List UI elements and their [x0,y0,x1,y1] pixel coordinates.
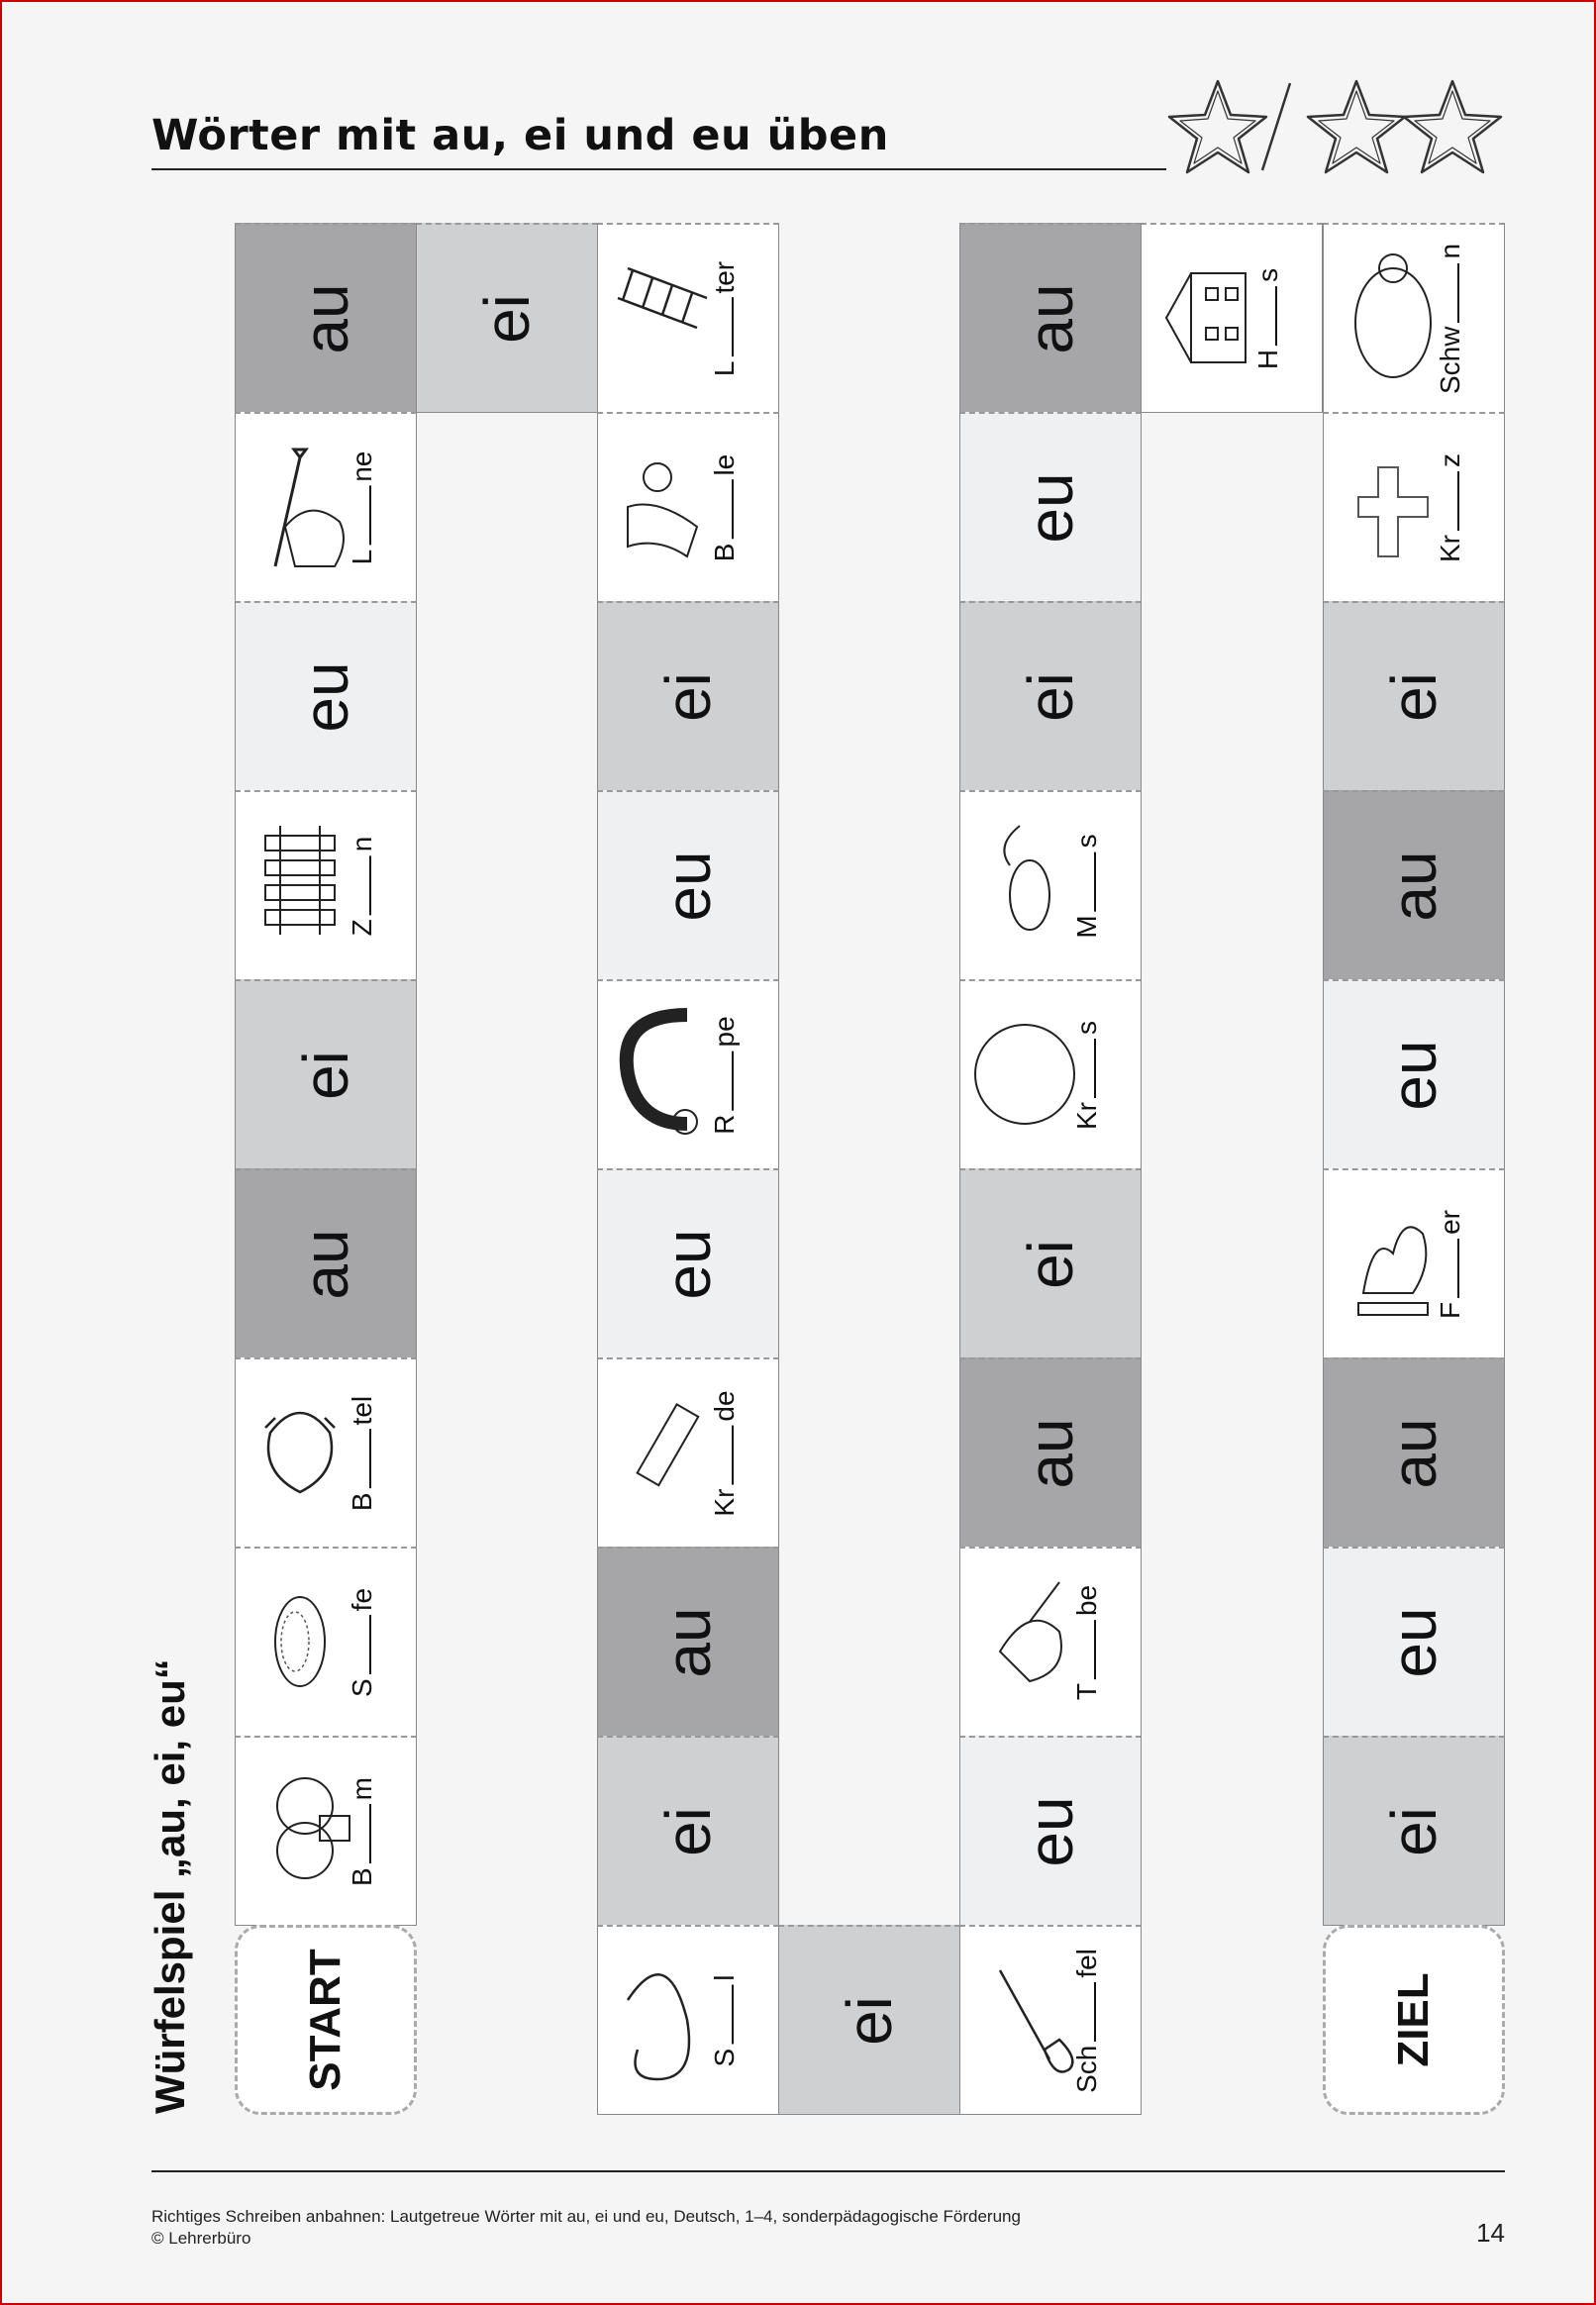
vowel-label: eu [1378,1039,1449,1111]
vowel-label: au [290,1228,361,1300]
word-prefix: Kr [1071,1101,1102,1130]
word-suffix: l [709,1974,740,1981]
word-suffix: tel [347,1395,377,1425]
board-field [959,601,1142,791]
board-field [959,1547,1142,1737]
word-prefix: Schw [1435,326,1465,394]
board-field [959,790,1142,980]
board-field [597,1736,779,1926]
word-gap-text [1252,267,1284,368]
word-gap-text [1435,453,1466,562]
vowel-label: ei [290,1050,361,1100]
board-field [235,1736,417,1926]
game-title: Würfelspiel „au, ei, eu“ [147,1658,193,2114]
word-suffix: er [1435,1209,1465,1235]
word-prefix: B [347,1491,377,1511]
footer-divider [151,2170,1505,2172]
star-icon [1169,81,1266,172]
letter-blank [1093,852,1096,911]
vowel-label: eu [1015,471,1086,544]
word-gap-text [1071,1021,1103,1130]
board-field [597,979,779,1169]
board-field [1323,1547,1505,1737]
word-prefix: B [709,543,740,561]
board-field [597,1925,779,2115]
word-gap-text [347,1587,378,1696]
word-suffix: fel [1071,1948,1102,1978]
board-field [1323,790,1505,980]
footer-source: Richtiges Schreiben anbahnen: Lautgetreue Wörter mit au, ei und eu, Deutsch, 1–4, sonderpädagogische Förderung [151,2207,1021,2226]
board-field [597,1547,779,1737]
board-field [1323,979,1505,1169]
vowel-label: ei [1015,671,1086,722]
vowel-label: eu [1378,1606,1449,1678]
word-gap-text [709,260,741,375]
vowel-label: ei [1378,1806,1449,1856]
word-suffix: fe [347,1587,377,1611]
vowel-label: eu [290,660,361,733]
cross-icon [1334,428,1443,586]
goal-field-label: ZIEL [1389,1972,1438,2067]
word-prefix: Sch [1071,2045,1102,2093]
slash-divider [1262,83,1290,170]
word-gap-text [347,836,378,936]
word-gap-text [1071,1584,1103,1699]
word-prefix: T [1071,1682,1102,1700]
letter-blank [1456,1238,1459,1297]
page-number: 14 [1476,2218,1505,2248]
word-suffix: ter [709,260,740,294]
board-field [235,1357,417,1548]
board-field [778,1925,960,2115]
board-field [1323,1736,1505,1926]
board-field [1323,1168,1505,1358]
word-prefix: R [709,1113,740,1135]
word-suffix: pe [709,1015,740,1047]
board-field [1141,223,1323,413]
word-suffix: n [1435,243,1465,259]
star-icon [1308,81,1405,172]
vowel-label: au [652,1606,724,1678]
ladder-icon [608,239,717,397]
word-prefix: Z [347,918,377,936]
word-prefix: M [1071,914,1102,939]
word-suffix: be [1071,1584,1102,1616]
letter-blank [368,1804,371,1863]
letter-blank [731,479,734,539]
word-prefix: H [1252,349,1283,369]
word-prefix: Kr [709,1488,740,1517]
letter-blank [1093,1620,1096,1679]
board-field [235,601,417,791]
word-prefix: Kr [1435,534,1465,562]
word-gap-text [1435,1209,1466,1318]
letter-blank [1093,1039,1096,1098]
lion-icon [246,428,354,586]
letter-blank [731,297,734,356]
word-suffix: de [709,1389,740,1422]
word-prefix: F [1435,1301,1465,1319]
board-field [959,1925,1142,2115]
star-icon [1404,81,1501,172]
board-field [597,790,779,980]
board-field [959,223,1142,413]
word-prefix: S [709,2048,740,2066]
board-field [1323,412,1505,602]
board-field [235,1547,417,1737]
word-gap-text [1071,1949,1103,2093]
board-field [597,223,779,413]
vowel-label: eu [652,1228,724,1300]
word-gap-text [347,451,378,564]
vowel-label: ei [1015,1239,1086,1289]
board-field [597,1357,779,1548]
vowel-label: eu [652,850,724,922]
word-gap-text [709,1016,741,1134]
footer-copyright: © Lehrerbüro [151,2229,251,2248]
dove-icon [970,1562,1079,1721]
board-field [597,412,779,602]
word-gap-text [347,1395,378,1510]
vowel-label: au [1378,1417,1449,1489]
word-suffix: s [1071,833,1102,848]
letter-blank [1456,471,1459,531]
word-gap-text [1435,243,1466,393]
word-suffix: s [1252,267,1283,282]
board-field [597,601,779,791]
letter-blank [1274,285,1277,345]
letter-blank [368,855,371,915]
vowel-label: au [1015,282,1086,354]
word-prefix: B [347,1866,377,1886]
mouse-icon [970,806,1079,964]
circle-icon [970,995,1079,1153]
vowel-label: eu [1015,1795,1086,1867]
word-prefix: L [709,360,740,376]
board-field [235,979,417,1169]
fire-icon [1334,1184,1443,1343]
soap-icon [246,1562,354,1721]
board-field [959,1168,1142,1358]
vowel-label: au [290,282,361,354]
board-field [1323,601,1505,791]
vowel-label: ei [652,671,724,722]
board-field [597,1168,779,1358]
house-icon [1151,239,1260,397]
caterpillar-icon [608,995,717,1153]
word-prefix: L [347,549,377,564]
word-gap-text [709,1390,741,1516]
letter-blank [368,1615,371,1674]
difficulty-stars [1163,75,1510,184]
vowel-label: ei [471,293,543,344]
vowel-label: au [1378,850,1449,922]
word-prefix: S [347,1677,377,1697]
vowel-label: au [1015,1417,1086,1489]
word-gap-text [709,1974,741,2066]
board-field [235,1168,417,1358]
footer-text [151,2206,1021,2250]
board-field [1323,1357,1505,1548]
board-field [959,979,1142,1169]
board-field [416,223,598,413]
vowel-label: ei [834,1995,905,2046]
letter-blank [1093,1981,1096,2041]
bump-icon [608,428,717,586]
word-gap-text [1071,834,1103,938]
word-gap-text [709,453,741,560]
page-title: Wörter mit au, ei und eu üben [151,111,889,160]
word-suffix: m [347,1776,377,1800]
board-field [1323,223,1505,413]
word-suffix: z [1435,452,1465,467]
letter-blank [1456,262,1459,322]
letter-blank [731,1051,734,1110]
letter-blank [731,1984,734,2044]
start-field-label: START [301,1949,349,2091]
word-suffix: n [347,836,377,852]
start-field [235,1925,417,2115]
fence-icon [246,806,354,964]
rope-icon [608,1941,717,2099]
board-field [959,1736,1142,1926]
board-field [959,412,1142,602]
bag-icon [246,1373,354,1532]
shovel-icon [970,1941,1079,2099]
pig-icon [1334,239,1443,397]
word-suffix: s [1071,1020,1102,1035]
vowel-label: ei [1378,671,1449,722]
title-divider [151,168,1166,170]
board-field [959,1357,1142,1548]
vowel-label: ei [652,1806,724,1856]
word-suffix: ne [347,451,377,482]
word-suffix: le [709,453,740,476]
letter-blank [368,1429,371,1488]
tree-icon [246,1752,354,1910]
board-field [235,223,417,413]
word-gap-text [347,1776,378,1885]
chalk-icon [608,1373,717,1532]
letter-blank [368,485,371,545]
board-field [235,412,417,602]
board-field [235,790,417,980]
letter-blank [731,1425,734,1484]
goal-field [1323,1925,1505,2115]
